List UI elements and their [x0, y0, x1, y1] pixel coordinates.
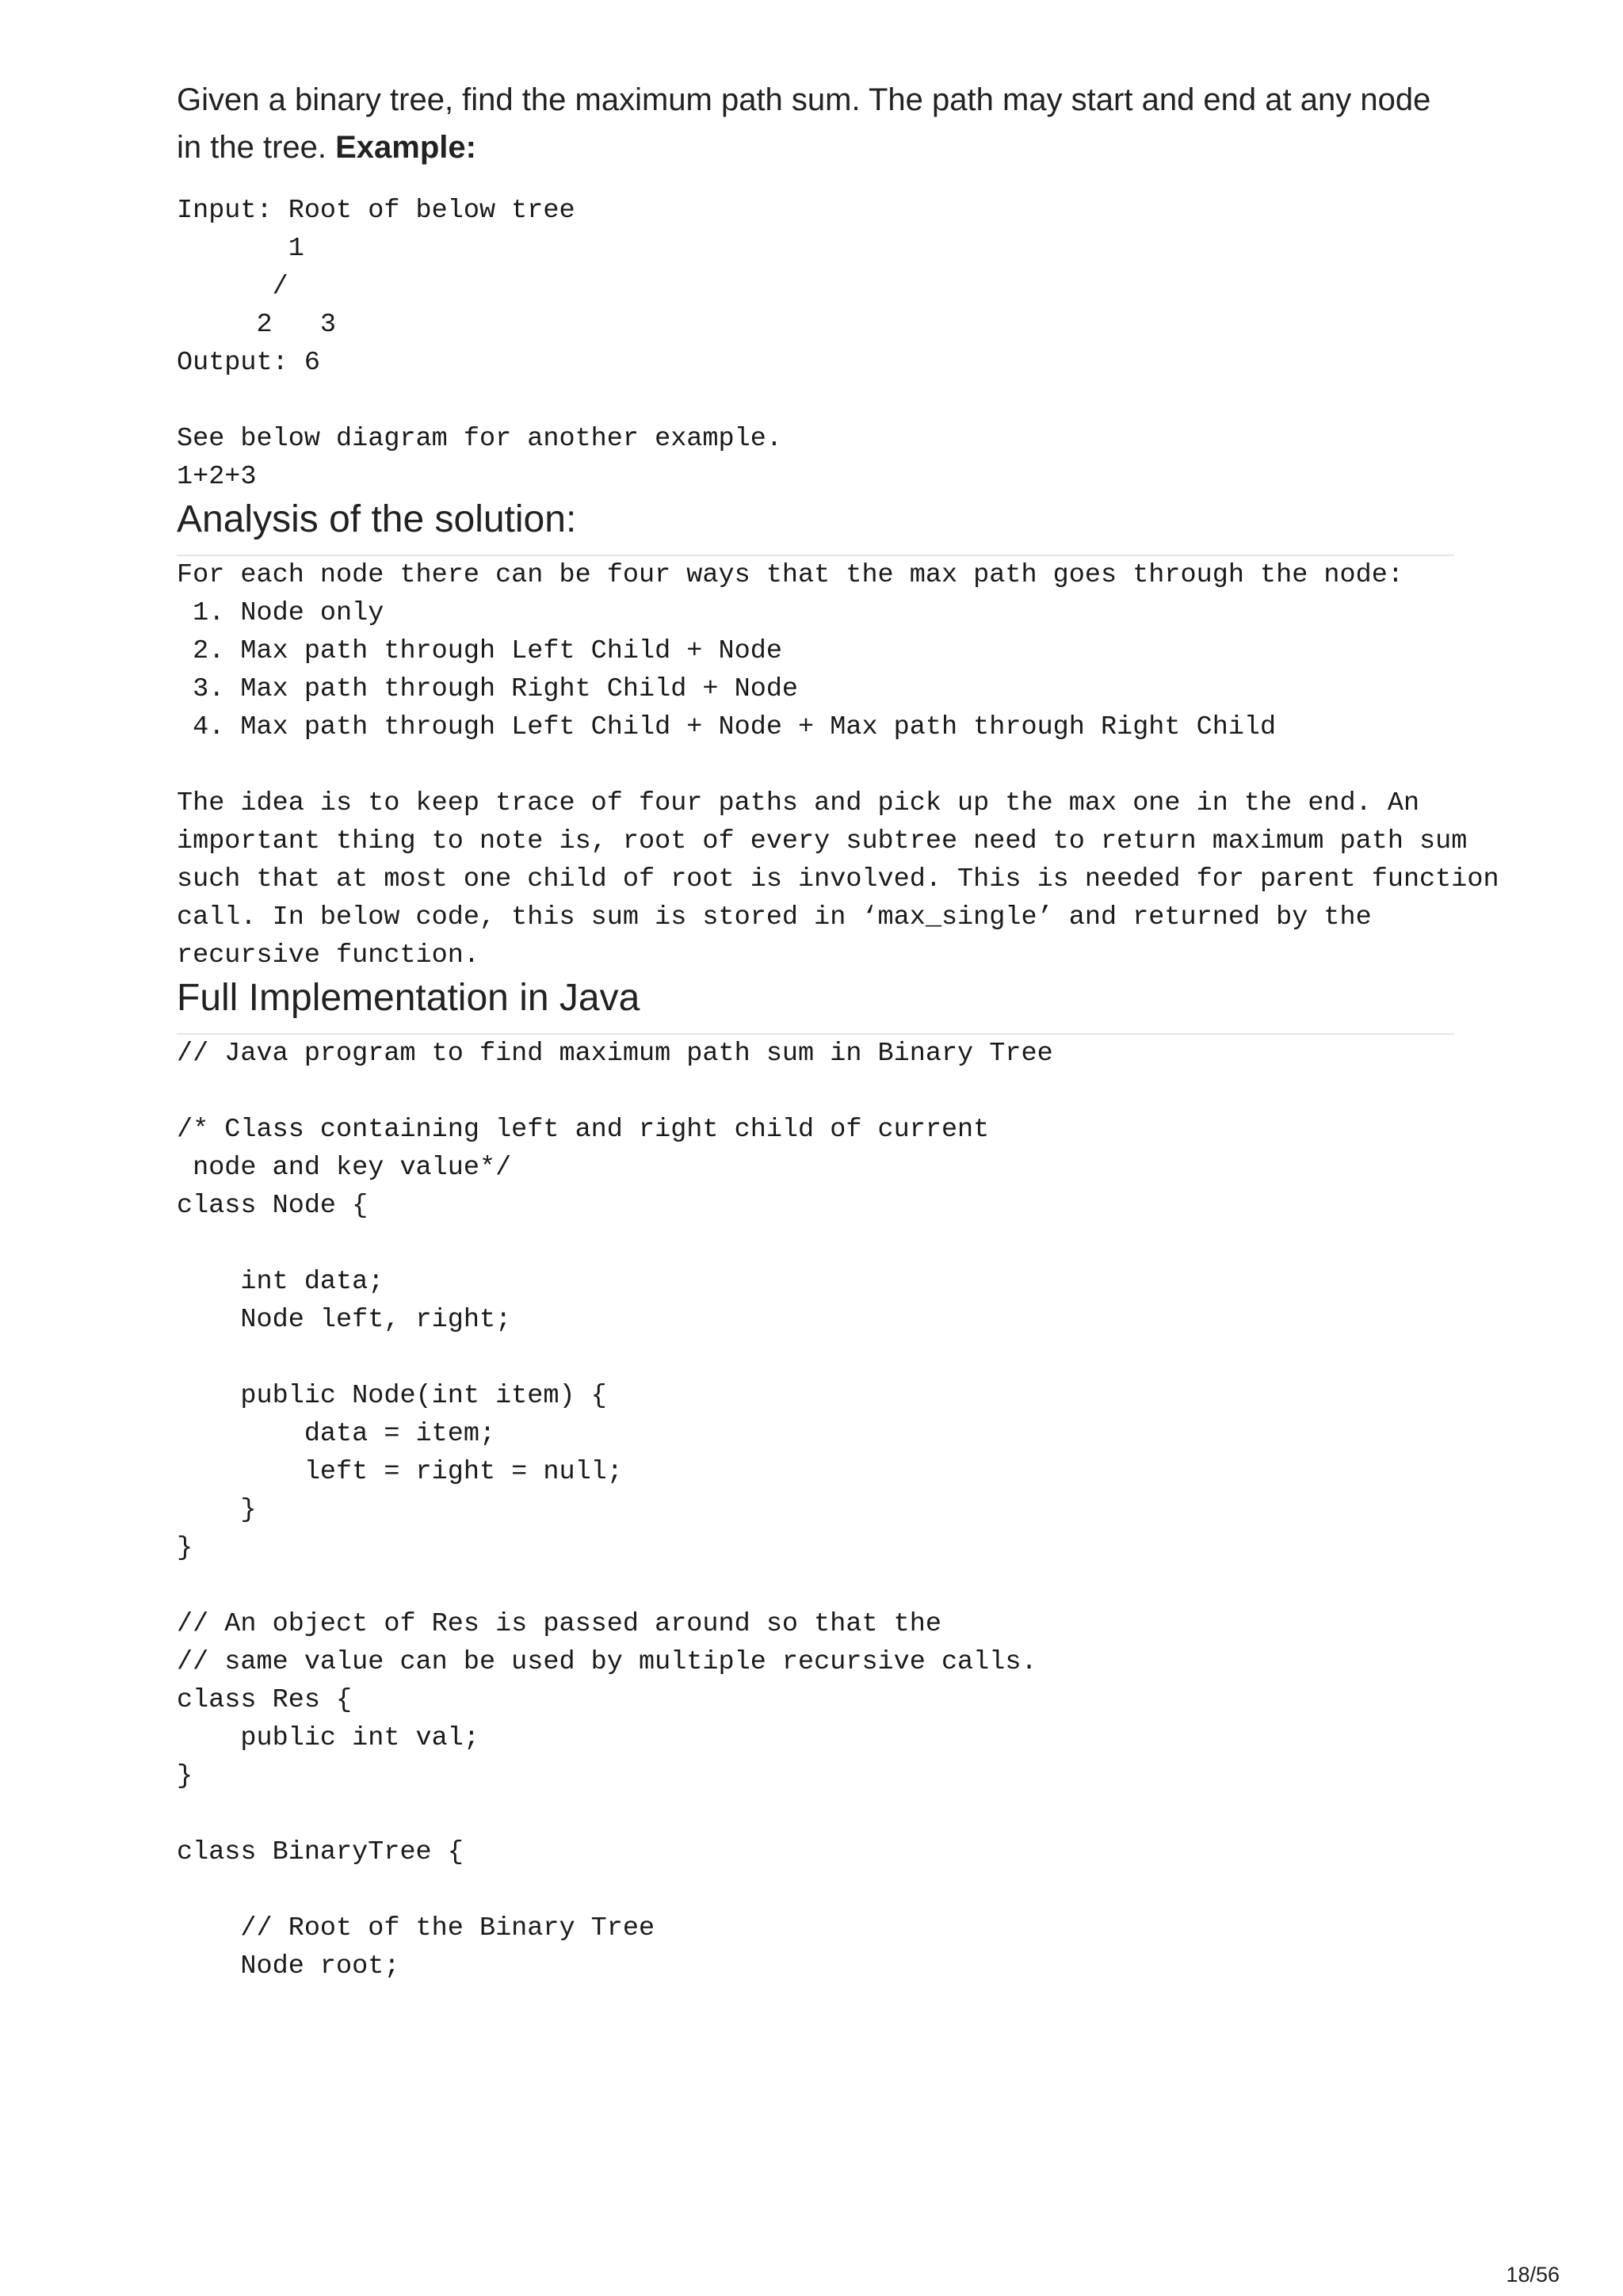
analysis-ways-block: For each node there can be four ways that the max path goes through the node: 1. Node only 2. Max path through Left Child + Node 3. Max path through Right Child + Node 4. Max path through Left Child + Node + Max path through Right Child — [177, 560, 1403, 742]
intro-paragraph — [177, 76, 1454, 171]
intro-text: Given a binary tree, find the maximum path sum. The path may start and end at any node in the tree. — [177, 82, 1431, 165]
spacer — [177, 746, 1454, 784]
intro-example-label: Example: — [335, 130, 476, 165]
analysis-heading: Analysis of the solution: — [177, 496, 1454, 556]
example-block: Input: Root of below tree 1 / 2 3 Output: 6 See below diagram for another example. 1+2+3 — [177, 196, 782, 492]
implementation-heading: Full Implementation in Java — [177, 974, 1454, 1035]
java-code-block: // Java program to find maximum path sum in Binary Tree /* Class containing left and right child of current node and key value*/ class Node { int data; Node left, right; public Node(int item) { data = item; left = right = null; } } // An object of Res is passed around so that the // same value can be used by multiple recursive calls. class Res { public int val; } class BinaryTree { // Root of the Binary Tree Node root; — [177, 1039, 1053, 1981]
page-number: 18/56 — [1506, 2263, 1560, 2286]
document-content — [177, 76, 1499, 1985]
analysis-idea-block: The idea is to keep trace of four paths and pick up the max one in the end. An important thing to note is, root of every subtree need to return maximum path sum such that at most one child of root is involved. This is needed for parent function call. In below code, this sum is stored in ‘max_single’ and returned by the recursive function. — [177, 788, 1499, 971]
